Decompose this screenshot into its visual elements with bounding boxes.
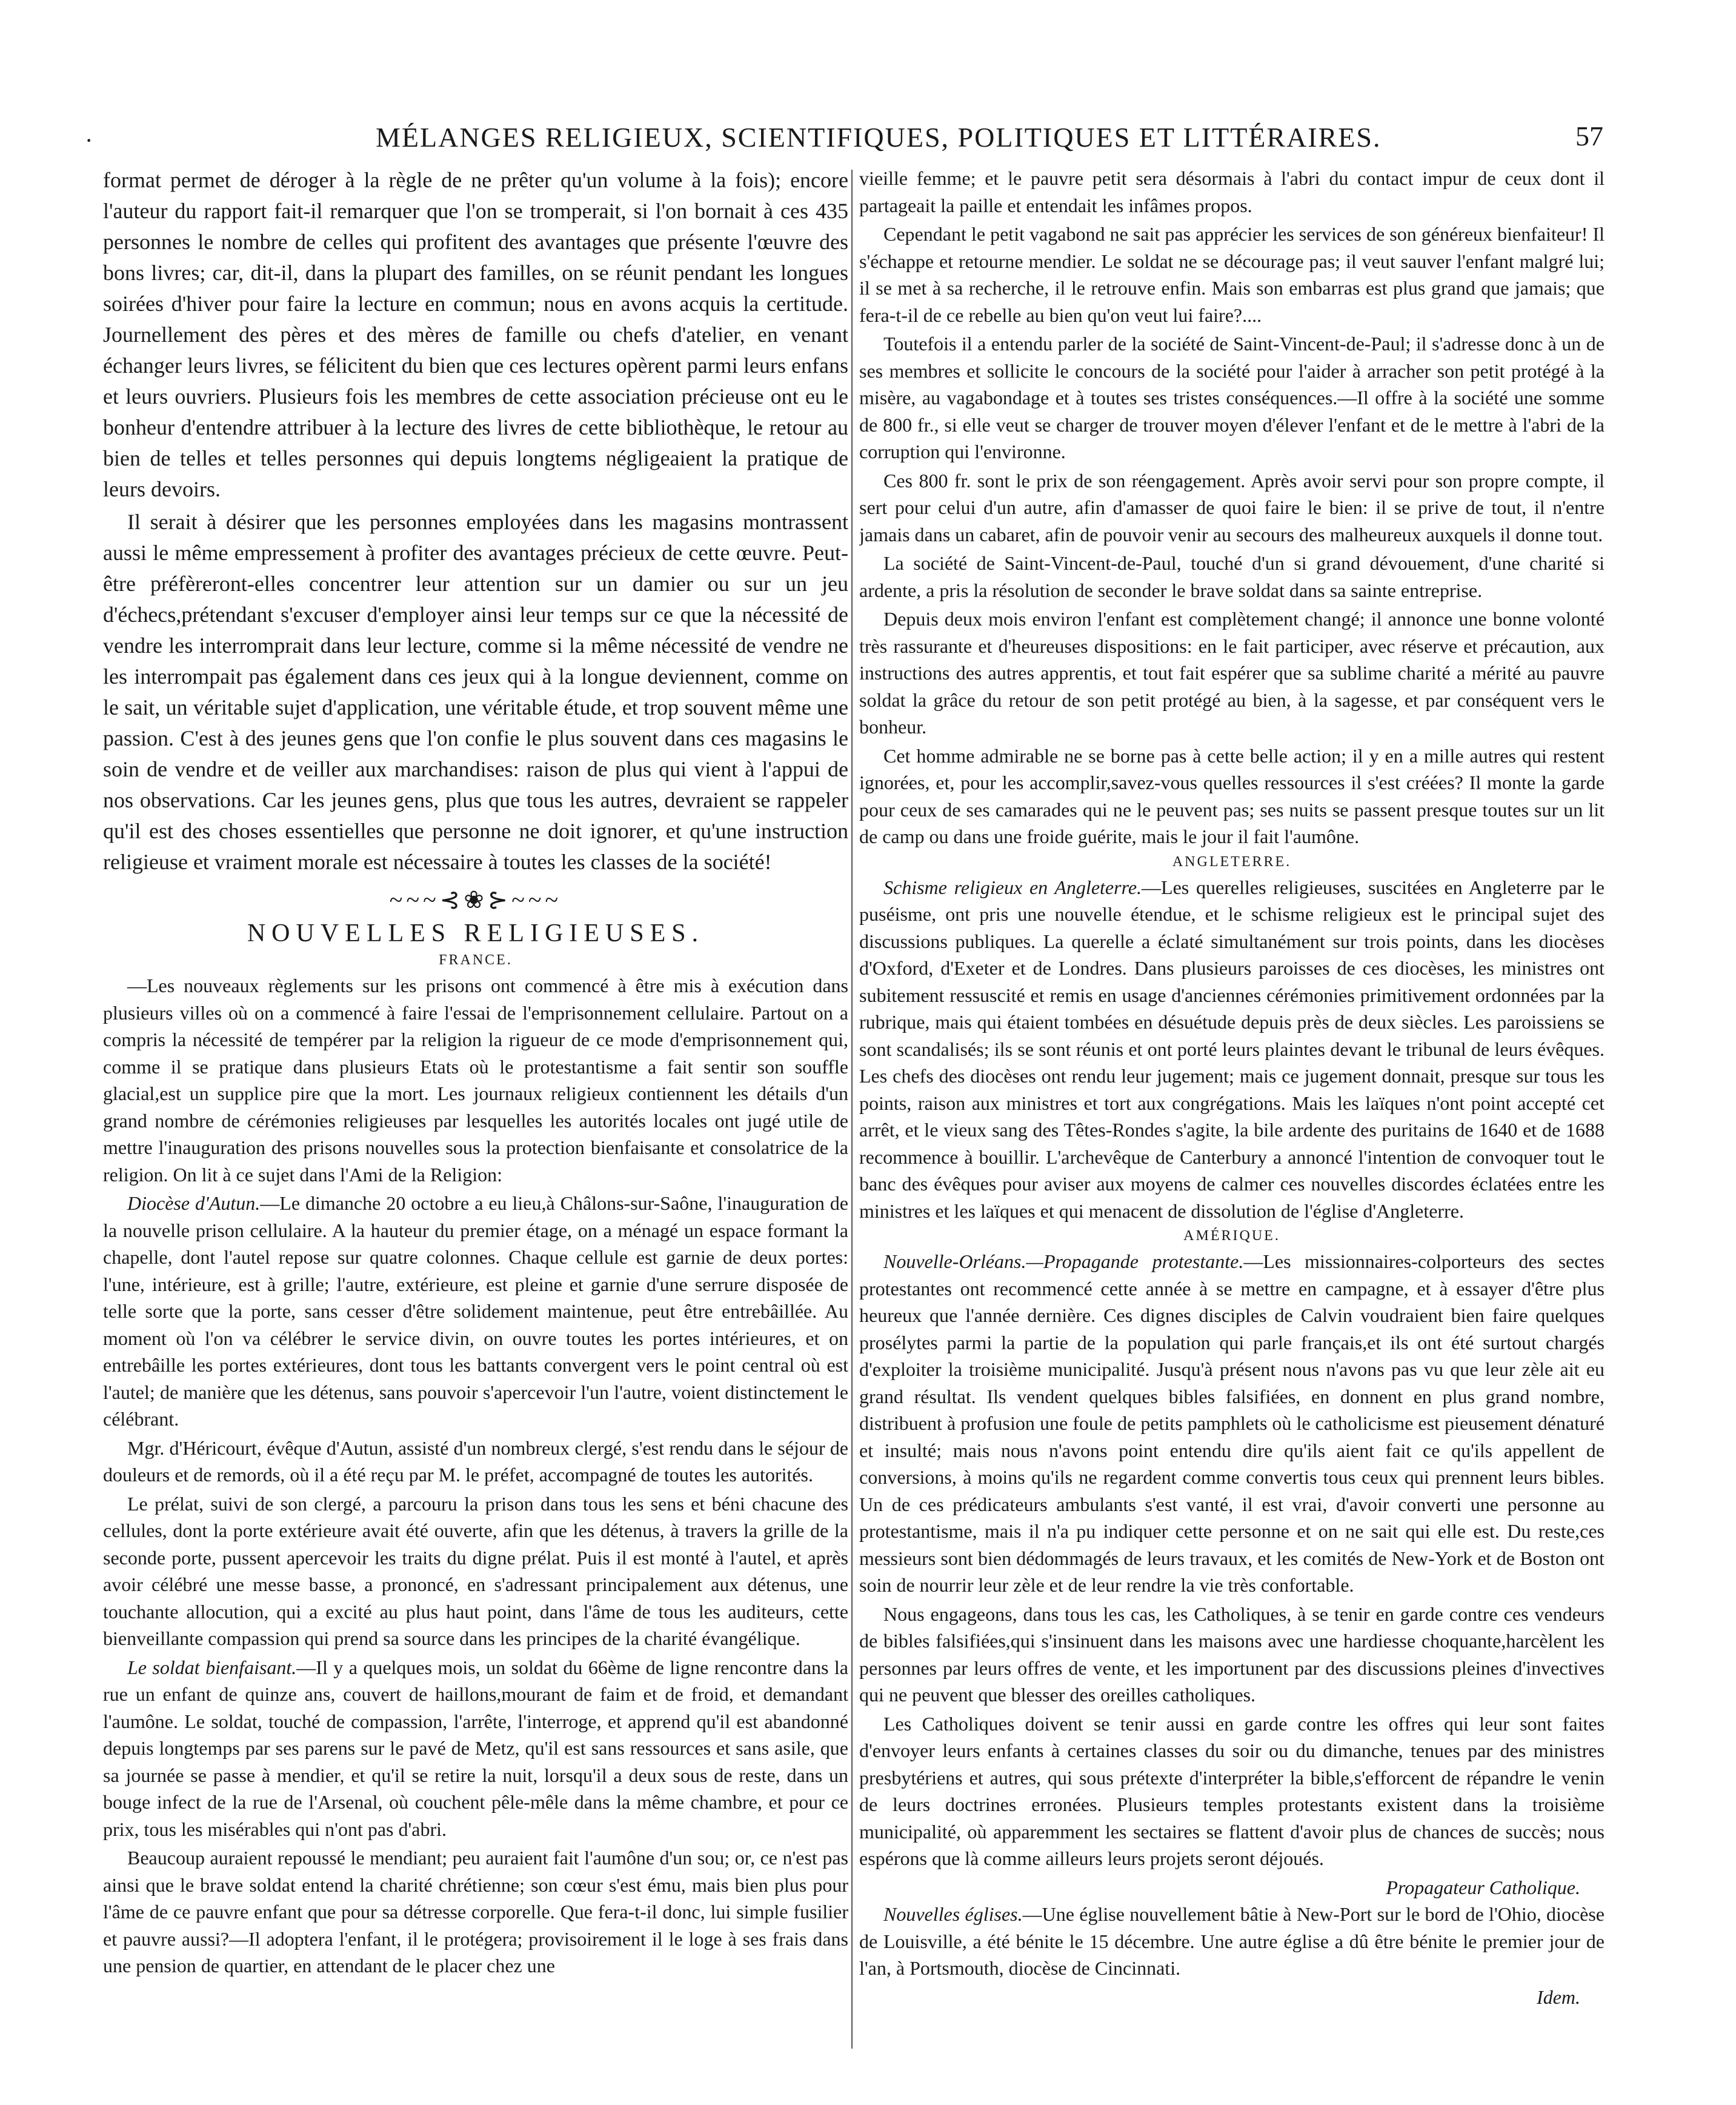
article-paragraph: Ces 800 fr. sont le prix de son réengagement. Après avoir servi pour son propre compte, il sert pour celui d'un autre, afin d'amasser de quoi faire le bien: il se prive de tout, il n'entre jamais dans un cabaret, afin de pouvoir venir au secours des malheureux auxquels il donne tout.: [859, 469, 1605, 545]
running-head: MÉLANGES RELIGIEUX, SCIENTIFIQUES, POLITIQUES ET LITTÉRAIRES.: [376, 122, 1382, 153]
article-text: —Une église nouvellement bâtie à New-Port sur le bord de l'Ohio, diocèse de Louisville, a été bénite le 15 décembre. Une autre église a dû être bénite le premier jour de l'an, à Portsmouth, diocèse de Cincinnati.: [859, 1903, 1605, 1979]
article-paragraph: Depuis deux mois environ l'enfant est complètement changé; il annonce une bonne volonté très rassurante et d'heureuses dispositions: en le fait participer, avec réserve et précaution, aux instructions des autres apprentis, et tout fait espérer que sa sublime charité a mérité au pauvre soldat la grâce du retour de son petit protégé au bien, à la sagesse, et par conséquent vers le bonheur.: [859, 608, 1605, 738]
article-lead-in: Schisme religieux en Angleterre.: [883, 876, 1142, 898]
article-lead-in: Diocèse d'Autun.: [127, 1192, 261, 1214]
article-paragraph: Le prélat, suivi de son clergé, a parcouru la prison dans tous les sens et béni chacune des cellules, dont la porte extérieure avait été ouverte, afin que les détenus, à travers la grille de la seconde porte, pussent apercevoir les traits du digne prélat. Puis il est monté à l'autel, et après avoir célébré une messe basse, a prononcé, en s'adressant principalement aux détenus, une touchante allocution, qui a excité au plus haut point, dans l'âme de tous les auditeurs, cette bienveillante compassion qui prend sa source dans les principes de la charité évangélique.: [103, 1492, 848, 1649]
article-paragraph: [103, 1654, 848, 1843]
source-signature: Idem.: [1537, 1986, 1580, 2008]
subsection-amerique: AMÉRIQUE.: [1183, 1228, 1280, 1244]
article-paragraph: Beaucoup auraient repoussé le mendiant; peu auraient fait l'aumône d'un sou; or, ce n'est pas ainsi que le brave soldat entend la charité chrétienne; son cœur s'est ému, mais bien plus pour l'âme de ce pauvre enfant que pour sa détresse corporelle. Que fera-t-il donc, lui simple fusilier et pauvre aussi?—Il adoptera l'enfant, il le protégera; provisoirement il le loge à ses frais dans une pension de quartier, en attendant de le placer chez une: [103, 1847, 848, 1977]
article-text: —Les querelles religieuses, suscitées en Angleterre par le puséisme, ont pris une nouvelle étendue, et le schisme religieux est le principal sujet des discussions publiques. La querelle a éclaté simultanément sur trois points, dans les diocèses d'Oxford, d'Exeter et de Londres. Dans plusieurs paroisses de ces diocèses, les ministres ont subitement ressuscité et remis en usage d'anciennes cérémonies primitivement ordonnées par la rubrique, mais qui étaient tombées en désuétude depuis près de deux siècles. Les paroissiens se sont scandalisés; ils se sont réunis et ont porté leurs plaintes devant le tribunal de leurs évêques. Les chefs des diocèses ont rendu leur jugement; mais ce jugement donnait, presque sur tous les points, raison aux ministres et tort aux congrégations. Mais les laïques n'ont point accepté cet arrêt, et le vieux sang des Têtes-Rondes s'agite, la bile ardente des puritains de 1640 et de 1688 recommence à bouillir. L'archevêque de Canterbury a annoncé l'intention de convoquer tout le banc des évêques pour aviser aux moyens de calmer ces nouvelles discordes éclatées entre les ministres et les laïques et qui menacent de dissolution de l'église d'Angleterre.: [859, 876, 1605, 1222]
article-paragraph: —Les nouveaux règlements sur les prisons ont commencé à être mis à exécution dans plusieurs villes où on a commencé à faire l'essai de l'emprisonnement cellulaire. Partout on a compris la nécessité de tempérer par la religion la rigueur de ce mode d'emprisonnement qui, comme il se pratique dans plusieurs Etats où le protestantisme a fait sentir son souffle glacial,est un supplice pire que la mort. Les journaux religieux contiennent les détails d'un grand nombre de cérémonies religieuses par lesquelles les autorités locales ont jugé utile de mettre l'inauguration des prisons nouvelles sous la protection bienfaisante et consolatrice de la religion. On lit à ce sujet dans l'Ami de la Religion:: [103, 975, 848, 1186]
section-title: NOUVELLES RELIGIEUSES.: [247, 919, 705, 947]
article-paragraph: Les Catholiques doivent se tenir aussi en garde contre les offres qui leur sont faites d'envoyer leurs enfants à certaines classes du soir ou du dimanche, tenues par des ministres presbytériens et autres, qui sous prétexte d'interpréter la bible,s'efforcent de répandre le venin de leurs doctrines erronées. Plusieurs temples protestants existent dans la troisième municipalité, où apparemment les sectaires se flattent d'avoir plus de chances de succès; nous espérons que là comme ailleurs leurs projets seront déjoués.: [859, 1712, 1605, 1869]
article-paragraph: La société de Saint-Vincent-de-Paul, touché d'un si grand dévouement, d'une charité si ardente, a pris la résolution de seconder le brave soldat dans sa sainte entreprise.: [859, 552, 1605, 601]
article-paragraph: [859, 1248, 1605, 1599]
article-paragraph: Cet homme admirable ne se borne pas à cette belle action; il y en a mille autres qui restent ignorées, et, pour les accomplir,savez-vous quelles ressources il s'est créées? Il monte la garde pour ceux de ses camarades qui ne le peuvent pas; ses nuits se passent presque toutes sur un lit de camp ou dans une froide guérite, mais le jour il fait l'aumône.: [859, 744, 1605, 847]
article-paragraph: Toutefois il a entendu parler de la société de Saint-Vincent-de-Paul; il s'adresse donc à un de ses membres et sollicite le concours de la société pour l'aider à arracher son petit protégé à la misère, au vagabondage et à toutes ses tristes conséquences.—Il offre à la société une somme de 800 fr., si elle veut se charger de trouver moyen d'élever l'enfant et de le mettre à l'abri de la corruption qui l'environne.: [859, 333, 1605, 462]
left-column: [103, 165, 848, 2080]
source-signature: Propagateur Catholique.: [1386, 1876, 1580, 1898]
ornament-divider: ~~~⊰❀⊱~~~: [389, 886, 562, 913]
article-lead-in: Nouvelles églises.: [883, 1903, 1023, 1925]
article-text: —Le dimanche 20 octobre a eu lieu,à Châlons-sur-Saône, l'inauguration de la nouvelle prison cellulaire. A la hauteur du premier étage, on a ménagé un espace formant la chapelle, dont l'autel repose sur quatre colonnes. Chaque cellule est garnie de deux portes: l'une, intérieure, est à grille; l'autre, extérieure, est pleine et garnie d'une serrure disposée de telle sorte que la porte, sans cesser d'être solidement maintenue, peut être entrebâillée. Au moment où l'on va célébrer le service divin, on ouvre toutes les portes intérieures, et on entrebâille les portes extérieures, dont tous les battants convergent vers le point central où est l'autel; de manière que les détenus, sans pouvoir s'apercevoir l'un l'autre, voient distinctement le célébrant.: [103, 1192, 848, 1430]
right-column: [859, 165, 1605, 2080]
article-paragraph: vieille femme; et le pauvre petit sera désormais à l'abri du contact impur de ceux dont il partageait la paille et entendait les infâmes propos.: [859, 167, 1605, 216]
article-paragraph: Nous engageons, dans tous les cas, les Catholiques, à se tenir en garde contre ces vendeurs de bibles falsifiées,qui s'insinuent dans les maisons avec une hardiesse choquante,harcèlent les personnes par leurs offres de vente, et les importunent par des discussions pleines d'invectives qui ne peuvent que blesser des oreilles catholiques.: [859, 1603, 1605, 1706]
article-paragraph: [859, 874, 1605, 1225]
article-paragraph: Il serait à désirer que les personnes employées dans les magasins montrassent aussi le même empressement à profiter des avantages précieux de cette œuvre. Peut-être préfèreront-elles concentrer leur attention sur un damier ou sur un jeu d'échecs,prétendant s'excuser d'employer ainsi leur temps sur ce que la nécessité de vendre les interromprait dans leur lecture, comme si la même nécessité de vendre ne les interrompait pas également dans ces jeux qui à la longue deviennent, comme on le sait, un véritable sujet d'application, une véritable étude, et trop souvent même une passion. C'est à des jeunes gens que l'on confie le plus souvent dans ces magasins le soin de vendre et de veiller aux marchandises: raison de plus qui vient à l'appui de nos observations. Car les jeunes gens, plus que tous les autres, devraient se rappeler qu'il est des choses essentielles que personne ne doit ignorer, et qu'une instruction religieuse et vraiment morale est nécessaire à toutes les classes de la société!: [103, 510, 848, 874]
article-paragraph: format permet de déroger à la règle de ne prêter qu'un volume à la fois); encore l'auteur du rapport fait-il remarquer que l'on se tromperait, si l'on bornait à ces 435 personnes le nombre de celles qui profitent des avantages que présente l'œuvre des bons livres; car, dit-il, dans la plupart des familles, on se réunit pendant les longues soirées d'hiver pour faire la lecture en commun; nous en avons acquis la certitude. Journellement des pères et des mères de famille ou chefs d'atelier, en venant échanger leurs livres, se félicitent du bien que ces lectures opèrent parmi leurs enfans et leurs ouvriers. Plusieurs fois les membres de cette association précieuse ont eu le bonheur d'entendre attribuer à la lecture des livres de cette bibliothèque, le retour au bien de telles et telles personnes qui depuis longtems négligeaient la pratique de leurs devoirs.: [103, 168, 848, 501]
subsection-france: FRANCE.: [439, 952, 513, 968]
article-paragraph: Mgr. d'Héricourt, évêque d'Autun, assisté d'un nombreux clergé, s'est rendu dans le séjour de douleurs et de remords, où il a été reçu par M. le préfet, accompagné de toutes les autorités.: [103, 1436, 848, 1486]
article-text: —Il y a quelques mois, un soldat du 66ème de ligne rencontre dans la rue un enfant de quinze ans, couvert de haillons,mourant de faim et de froid, et demandant l'aumône. Le soldat, touché de compassion, l'arrête, l'interroge, et apprend qu'il est abandonné depuis longtemps par ses parens sur le pavé de Metz, qu'il est sans ressources et sans asile, que sa journée se passe à mendier, et qu'il se retire la nuit, lorsqu'il a deux sous de reste, dans un bouge infect de la rue de l'Arsenal, où couchent pêle-mêle dans la même chambre, et pour ce prix, tous les misérables qui n'ont pas d'abri.: [103, 1656, 848, 1840]
page-number: 57: [1575, 121, 1603, 152]
article-text: —Les missionnaires-colporteurs des sectes protestantes ont recommencé cette année à se mettre en campagne, et à essayer d'être plus heureux que l'année dernière. Ces dignes disciples de Calvin voudraient bien faire quelques prosélytes parmi la partie de la population qui parle français,et ils ont été surtout chargés d'exploiter la troisième municipalité. Jusqu'à présent nous n'avons pas vu que leur zèle ait eu grand résultat. Ils vendent quelques bibles falsifiées, en donnent en plus grand nombre, distribuent à profusion une foule de petits pamphlets où le catholicisme est pieusement dénaturé et insulté; mais nous n'avons point entendu dire qu'ils aient fait ce qu'ils appellent de conversions, à moins qu'ils ne regardent comme convertis tous ceux qui prennent leurs bibles. Un de ces prédicateurs ambulants s'est vanté, il est vrai, d'avoir converti une personne au protestantisme, mais il n'a pu indiquer cette personne et on ne sait qui elle est. Du reste,ces messieurs sont bien dédommagés de leurs travaux, et les comités de New-York et de Boston ont soin de nourrir leur zèle et de leur rendre la vie très confortable.: [859, 1250, 1605, 1596]
article-paragraph: [859, 1901, 1605, 1982]
article-lead-in: Le soldat bienfaisant.: [127, 1656, 297, 1678]
header-mark: ·: [85, 127, 93, 154]
article-paragraph: [103, 1190, 848, 1433]
column-rule: [851, 170, 853, 2049]
article-lead-in: Nouvelle-Orléans.—Propagande protestante.: [883, 1250, 1244, 1272]
article-paragraph: Cependant le petit vagabond ne sait pas apprécier les services de son généreux bienfaiteur! Il s'échappe et retourne mendier. Le soldat ne se décourage pas; il veut sauver l'enfant malgré lui; il se met à sa recherche, il le retrouve enfin. Mais son embarras est plus grand que jamais; que fera-t-il de ce rebelle au bien qu'on veut lui faire?....: [859, 223, 1605, 326]
subsection-angleterre: ANGLETERRE.: [1172, 853, 1292, 870]
